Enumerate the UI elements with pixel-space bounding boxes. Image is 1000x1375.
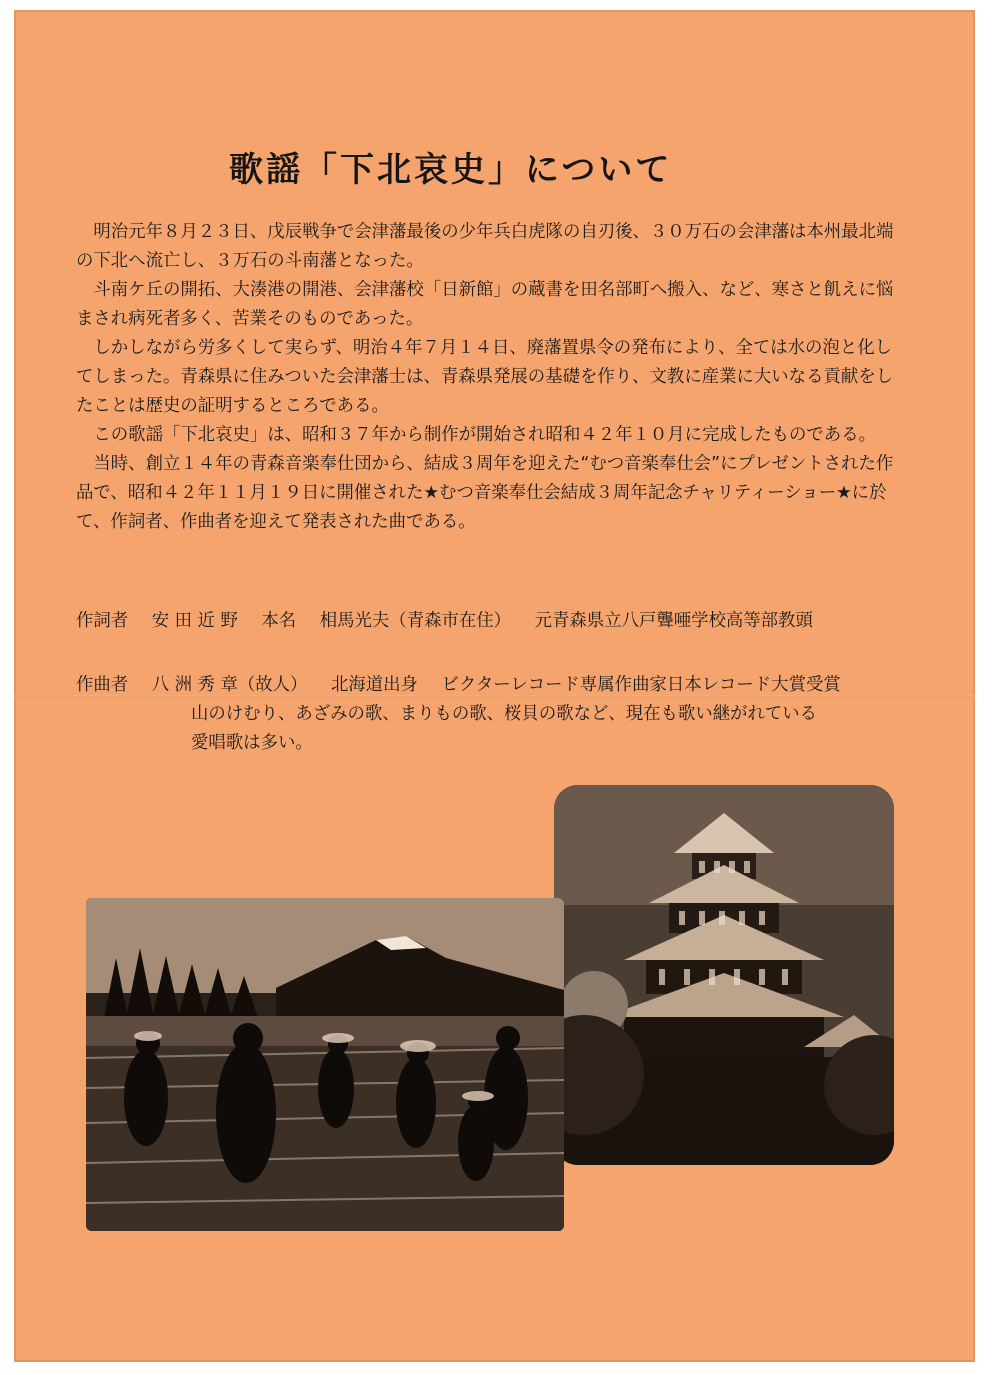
paragraph-1: 明治元年８月２３日、戊辰戦争で会津藩最後の少年兵白虎隊の自刃後、３０万石の会津藩は本州最北端の下北へ流亡し、３万石の斗南藩となった。 (76, 222, 894, 271)
lyricist-career: 元青森県立八戸聾唖学校高等部教頭 (534, 611, 813, 631)
document-page (14, 10, 975, 1362)
castle-drawing (554, 785, 894, 1165)
document-title: 歌謡「下北哀史」について (229, 150, 673, 190)
composer-career: ビクターレコード専属作曲家日本レコード大賞受賞 (441, 675, 841, 695)
composer-origin: 北海道出身 (330, 675, 418, 695)
body-text (76, 218, 896, 537)
lyricist-role: 作詞者 (76, 611, 129, 631)
lyricist-credit (76, 607, 916, 636)
paragraph-3: しかしながら労多くして実らず、明治４年７月１４日、廃藩置県令の発布により、全ては水の泡と化してしまった。青森県に住みついた会津藩士は、青森県発展の基礎を作り、文教に産業に大いなる貢献をしたことは歴史の証明するところである。 (76, 338, 894, 416)
composer-works-line2: 愛唱歌は多い。 (191, 733, 313, 753)
paragraph-5: 当時、創立１４年の青森音楽奉仕団から、結成３周年を迎えた“むつ音楽奉仕会”にプレゼントされた作品で、昭和４２年１１月１９日に開催された★むつ音楽奉仕会結成３周年記念チャリティーショー★に於て、作詞者、作曲者を迎えて発表された曲である。 (76, 454, 894, 532)
composer-credit (76, 671, 916, 758)
paragraph-4: この歌謡「下北哀史」は、昭和３７年から制作が開始され昭和４２年１０月に完成したものである。 (93, 425, 876, 445)
paragraph-2: 斗南ケ丘の開拓、大湊港の開港、会津藩校「日新館」の蔵書を田名部町へ搬入、など、寒さと飢えに悩まされ病死者多く、苦業そのものであった。 (76, 280, 894, 329)
lyricist-name: 安 田 近 野 (151, 611, 238, 631)
composer-works-line1: 山のけむり、あざみの歌、まりもの歌、桜貝の歌など、現在も歌い継がれている (191, 704, 818, 724)
lyricist-realname-label: 本名 (261, 611, 297, 631)
castle-illustration (554, 785, 894, 1165)
composer-role: 作曲者 (76, 675, 129, 695)
composer-name: 八 洲 秀 章（故人） (151, 675, 308, 695)
field-drawing (86, 898, 564, 1231)
field-illustration (86, 898, 564, 1231)
lyricist-realname: 相馬光夫（青森市在住） (319, 611, 512, 631)
